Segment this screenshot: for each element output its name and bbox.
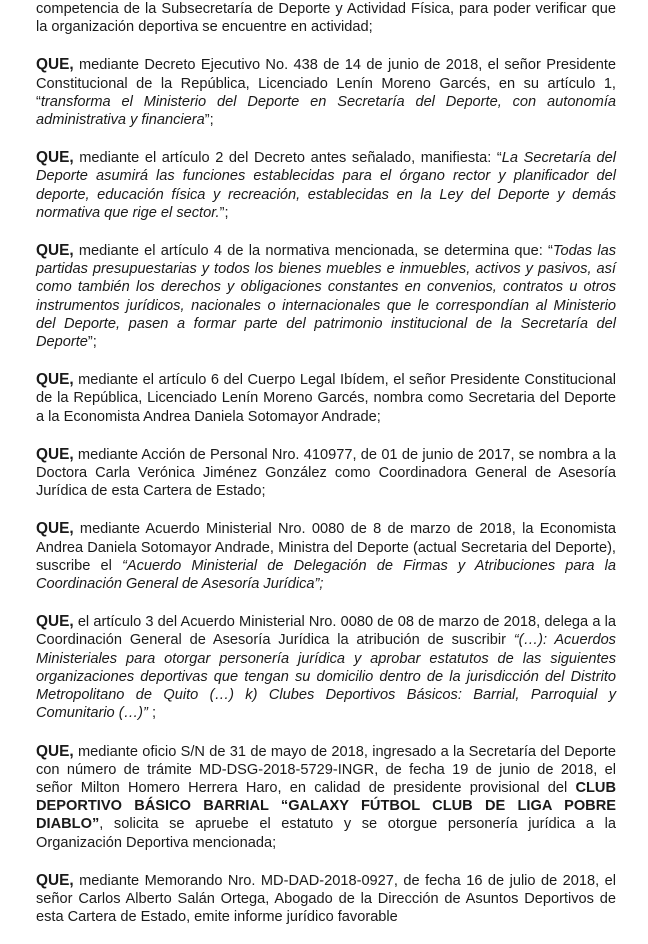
que-lead-word: QUE, [36, 742, 74, 760]
que-lead-word: QUE, [36, 520, 74, 538]
que-paragraph [36, 613, 616, 722]
paragraph-spacer [36, 500, 616, 520]
que-lead-word: QUE, [36, 371, 74, 389]
paragraph-spacer [36, 222, 616, 242]
quoted-text: “Acuerdo Ministerial de Delegación de Firmas y Atribuciones para la Coordinación General de Asesoría Jurídica”; [36, 557, 616, 593]
que-paragraph [36, 743, 616, 852]
paragraph-text: mediante el artículo 4 de la normativa mencionada, se determina que: “ [73, 243, 553, 260]
paragraph-text: mediante el artículo 6 del Cuerpo Legal Ibídem, el señor Presidente Constitucional de la República, Licenciado Lenín Moreno Garcés, nombra como Secretaria del Deporte a la Economista Andrea Daniela Sotomayor Andrade; [36, 372, 616, 425]
paragraph-text: ”; [87, 334, 97, 351]
paragraph-text: mediante Acción de Personal Nro. 410977, de 01 de junio de 2017, se nombra a la Doctora Carla Verónica Jiménez González como Coordinadora General de Asesoría Jurídica de esta Cartera de Estado; [36, 446, 616, 500]
paragraph-text: mediante oficio S/N de 31 de mayo de 2018, ingresado a la Secretaría del Deporte con número de trámite MD-DSG-2018-5729-INGR, de fecha 19 de junio de 2018, el señor Milton Homero Herrera Haro, en calidad de presidente provisional del [36, 743, 616, 796]
paragraph-text: el artículo 3 del Acuerdo Ministerial Nro. 0080 de 08 de marzo de 2018, delega a la Coordinación General de Asesoría Jurídica la atribución de suscribir [36, 614, 616, 649]
paragraph-text: , solicita se apruebe el estatuto y se otorgue personería jurídica a la Organización Deportiva mencionada; [36, 816, 616, 851]
quoted-text: “(…): Acuerdos Ministeriales para otorgar personería jurídica y aprobar estatutos de las siguientes organizaciones deportivas que tengan su domicilio dentro de la jurisdicción del Distrito Metropolitano de Quito (…) k) Clubes Deportivos Básicos: Barrial, Parroquial y Comunitario (…)” [36, 632, 616, 722]
paragraph-text: ”; [219, 204, 229, 221]
que-paragraph [36, 446, 616, 501]
que-paragraph [36, 872, 616, 927]
que-lead-word: QUE, [36, 613, 74, 631]
paragraph-spacer [36, 426, 616, 446]
que-paragraph [36, 149, 616, 222]
paragraph-spacer [36, 36, 616, 56]
quoted-text: La Secretaría del Deporte asumirá las funciones establecidas para el órgano rector y planificador del deporte, educación física y recreación, establecidas en la Ley del Deporte y demás normativa que rige el sector. [36, 150, 616, 221]
paragraph-text: mediante Memorando Nro. MD-DAD-2018-0927, de fecha 16 de julio de 2018, el señor Carlos Alberto Salán Ortega, Abogado de la Dirección de Asuntos Deportivos de esta Cartera de Estado, emite informe jurídico favorable [36, 872, 616, 926]
document-body [36, 0, 616, 926]
paragraph-text: competencia de la Subsecretaría de Deporte y Actividad Física, para poder verificar que la organización deportiva se encuentre en actividad; [36, 1, 616, 36]
paragraph-text: mediante Acuerdo Ministerial Nro. 0080 de 8 de marzo de 2018, la Economista Andrea Daniela Sotomayor Andrade, Ministra del Deporte (actual Secretaria del Deporte), suscribe el [36, 521, 616, 574]
quoted-text: transforma el Ministerio del Deporte en Secretaría del Deporte, con autonomía administrativa y financiera [36, 93, 616, 129]
que-lead-word: QUE, [36, 871, 74, 889]
que-paragraph [36, 242, 616, 351]
que-paragraph [36, 520, 616, 593]
paragraph-spacer [36, 723, 616, 743]
paragraph-spacer [36, 852, 616, 872]
que-lead-word: QUE, [36, 242, 74, 260]
paragraph-text: ; [147, 705, 157, 722]
que-lead-word: QUE, [36, 445, 74, 463]
paragraph-spacer [36, 129, 616, 149]
paragraph-spacer [36, 351, 616, 371]
que-paragraph [36, 56, 616, 129]
paragraph-text: mediante el artículo 2 del Decreto antes señalado, manifiesta: “ [73, 150, 502, 167]
paragraph-spacer [36, 593, 616, 613]
que-lead-word: QUE, [36, 149, 74, 167]
que-lead-word: QUE, [36, 56, 74, 74]
paragraph-text: ”; [204, 112, 214, 129]
club-name-bold: CLUB DEPORTIVO BÁSICO BARRIAL “GALAXY FÚTBOL CLUB DE LIGA POBRE DIABLO” [36, 779, 616, 833]
que-paragraph [36, 371, 616, 426]
quoted-text: Todas las partidas presupuestarias y todos los bienes muebles e inmuebles, activos y pasivos, así como también los derechos y obligaciones constantes en convenios, contratos u otros instrumentos jurídicos, nacionales o internacionales que le correspondían al Ministerio del Deporte, pasen a formar parte del patrimonio institucional de la Secretaría del Deporte [36, 243, 617, 351]
paragraph-text: mediante Decreto Ejecutivo No. 438 de 14 de junio de 2018, el señor Presidente Constitucional de la República, Licenciado Lenín Moreno Garcés, en su artículo 1, “ [36, 57, 616, 110]
continued-paragraph [36, 0, 616, 36]
